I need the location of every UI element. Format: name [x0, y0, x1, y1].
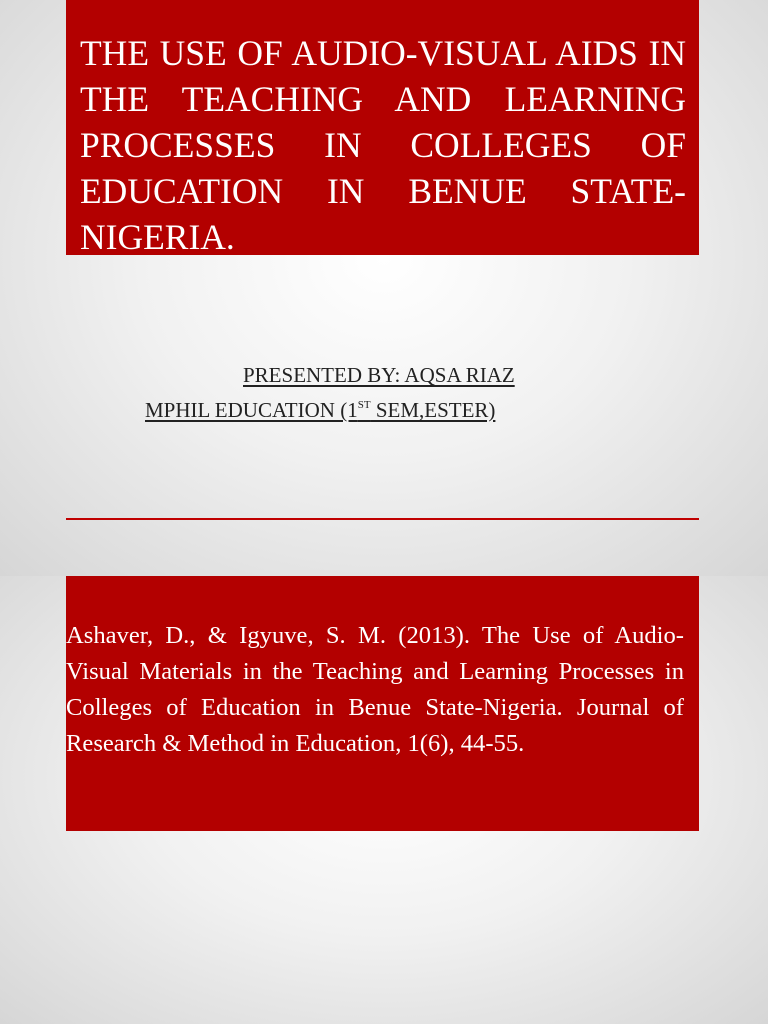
title-box: [66, 0, 699, 255]
slide-title: THE USE OF AUDIO-VISUAL AIDS IN THE TEACHING AND LEARNING PROCESSES IN COLLEGES OF EDUCATION IN BENUE STATE-NIGERIA.: [80, 33, 686, 257]
presenter-name: [243, 360, 515, 390]
program-superscript: ST: [357, 399, 371, 411]
reference-box: [66, 576, 699, 831]
program-suffix: SEM,ESTER): [370, 398, 496, 422]
presenter-name-text: PRESENTED BY: AQSA RIAZ: [243, 363, 515, 387]
reference-slide: [0, 576, 768, 1024]
reference-text: Ashaver, D., & Igyuve, S. M. (2013). The Use of Audio-Visual Materials in the Teaching and Learning Processes in Colleges of Education in Benue State-Nigeria. Journal of Research & Method in Education, 1(6), 44-55.: [66, 622, 684, 757]
program-prefix: MPHIL EDUCATION (1: [145, 398, 358, 422]
divider-line: [66, 518, 699, 520]
presenter-program: [145, 395, 495, 425]
